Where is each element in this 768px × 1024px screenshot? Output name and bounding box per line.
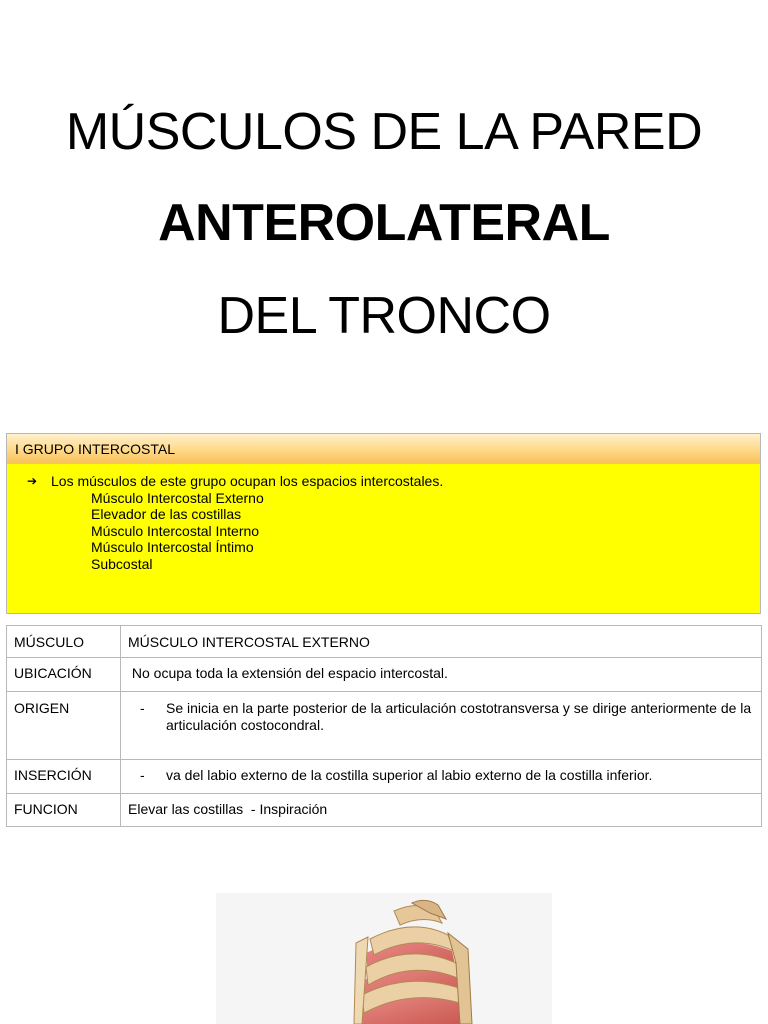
row-value-cell xyxy=(121,760,762,794)
group-item: Músculo Intercostal Externo xyxy=(91,489,264,506)
dash-marker: - xyxy=(140,767,145,783)
group-header: I GRUPO INTERCOSTAL xyxy=(7,434,760,464)
row-value: Elevar las costillas - Inspiración xyxy=(121,794,762,827)
row-value: Se inicia en la parte posterior de la articulación costotransversa y se dirige anteriormente de la articulación costocondral. xyxy=(166,700,752,733)
group-box xyxy=(6,433,761,614)
row-value-cell xyxy=(121,692,762,760)
table-row xyxy=(7,794,762,827)
title-line-3: DEL TRONCO xyxy=(217,287,551,345)
row-value: MÚSCULO INTERCOSTAL EXTERNO xyxy=(121,626,762,658)
right-arrow-icon: ➔ xyxy=(27,474,38,488)
title-line-2: ANTEROLATERAL xyxy=(158,194,610,252)
row-value: va del labio externo de la costilla superior al labio externo de la costilla inferior. xyxy=(166,767,653,783)
bullet-row xyxy=(27,473,760,490)
rib-cage-drawing xyxy=(216,893,552,1024)
table-row xyxy=(7,658,762,692)
row-key: INSERCIÓN xyxy=(7,760,121,794)
group-body xyxy=(7,464,760,573)
table-row xyxy=(7,626,762,658)
muscle-table xyxy=(6,625,762,827)
rib-cage-illustration xyxy=(216,893,552,1024)
group-item: Elevador de las costillas xyxy=(91,506,242,523)
title-line-1: MÚSCULOS DE LA PARED xyxy=(65,103,703,161)
dash-marker: - xyxy=(140,700,145,716)
table-row xyxy=(7,760,762,794)
row-key: UBICACIÓN xyxy=(7,658,121,692)
group-item: Músculo Intercostal Íntimo xyxy=(91,539,254,556)
row-value: No ocupa toda la extensión del espacio intercostal. xyxy=(121,658,762,692)
row-key: ORIGEN xyxy=(7,692,121,760)
row-key: MÚSCULO xyxy=(7,626,121,658)
group-intro: Los músculos de este grupo ocupan los espacios intercostales. xyxy=(51,473,444,489)
row-key: FUNCION xyxy=(7,794,121,827)
group-item: Subcostal xyxy=(91,555,153,572)
table-row xyxy=(7,692,762,760)
group-item: Músculo Intercostal Interno xyxy=(91,522,260,539)
